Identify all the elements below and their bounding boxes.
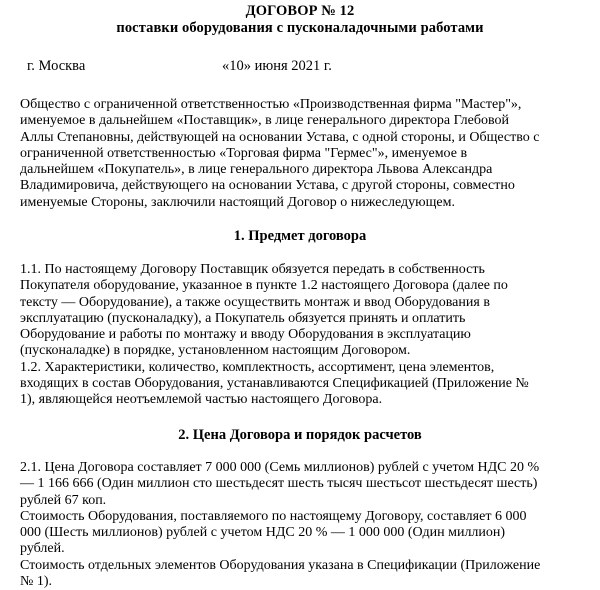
document-title: ДОГОВОР № 12 (245, 3, 355, 19)
section-1-body (20, 262, 590, 409)
clause-line: рублей 67 коп. (20, 492, 107, 508)
clause-line: 1.2. Характеристики, количество, комплектность, ассортимент, цена элементов, (20, 359, 495, 375)
document-subtitle: поставки оборудования с пусконаладочными работами (116, 20, 484, 36)
clause-line: 000 (Шесть миллионов) рублей с учетом НДС 20 % — 1 000 000 (Один миллион) (20, 525, 506, 541)
clause-line: Стоимость Оборудования, поставляемого по настоящему Договору, составляет 6 000 (20, 508, 527, 524)
clause-line: — 1 166 666 (Один миллион сто шестьдесят шесть тысяч шестьсот шестьдесят шесть) (20, 476, 538, 492)
clause-line: Покупателя оборудование, указанное в пункте 1.2 настоящего Договора (далее по (20, 278, 508, 294)
section-2-heading: 2. Цена Договора и порядок расчетов (178, 427, 422, 443)
preamble-line: дальнейшем «Покупатель», в лице генерального директора Львова Александра (20, 162, 493, 178)
clause-line: входящих в состав Оборудования, устанавливаются Спецификацией (Приложение № (20, 376, 529, 392)
preamble-line: Общество с ограниченной ответственностью «Производственная фирма "Мастер"», (20, 97, 522, 112)
clause-line: Стоимость отдельных элементов Оборудования указана в Спецификации (Приложение (20, 557, 541, 573)
clause-line: тексту — Оборудование), а также осуществить монтаж и ввод Оборудования в (20, 294, 490, 310)
preamble-line: Аллы Степановны, действующей на основании Устава, с одной стороны, и Общество с (20, 129, 540, 145)
clause-line: рублей. (20, 541, 65, 557)
preamble-line: ограниченной ответственностью «Торговая фирма "Гермес"», именуемое в (20, 145, 468, 161)
section-2-body (20, 460, 590, 590)
clause-line: (пусконаладке) в порядке, установленном настоящим Договором. (20, 343, 411, 359)
clause-line: 2.1. Цена Договора составляет 7 000 000 (Семь миллионов) рублей с учетом НДС 20 % (20, 460, 540, 475)
clause-line: эксплуатацию (пусконаладку), а Покупатель обязуется принять и оплатить (20, 310, 466, 326)
preamble-line: именуемое в дальнейшем «Поставщик», в лице генерального директора Глебовой (20, 113, 510, 129)
section-1-heading: 1. Предмет договора (233, 228, 367, 244)
contract-date: «10» июня 2021 г. (222, 58, 332, 74)
preamble-line: именуемые Стороны, заключили настоящий Договор о нижеследующем. (20, 194, 455, 210)
preamble-paragraph (20, 97, 590, 211)
clause-line: 1), являющейся неотъемлемой частью настоящего Договора. (20, 392, 383, 408)
clause-line: № 1). (20, 574, 53, 590)
contract-city: г. Москва (27, 58, 86, 74)
clause-line: 1.1. По настоящему Договору Поставщик обязуется передать в собственность (20, 262, 485, 277)
preamble-line: Владимировича, действующего на основании Устава, с другой стороны, совместно (20, 178, 515, 194)
clause-line: Оборудование и работы по монтажу и вводу Оборудования в эксплуатацию (20, 327, 471, 343)
